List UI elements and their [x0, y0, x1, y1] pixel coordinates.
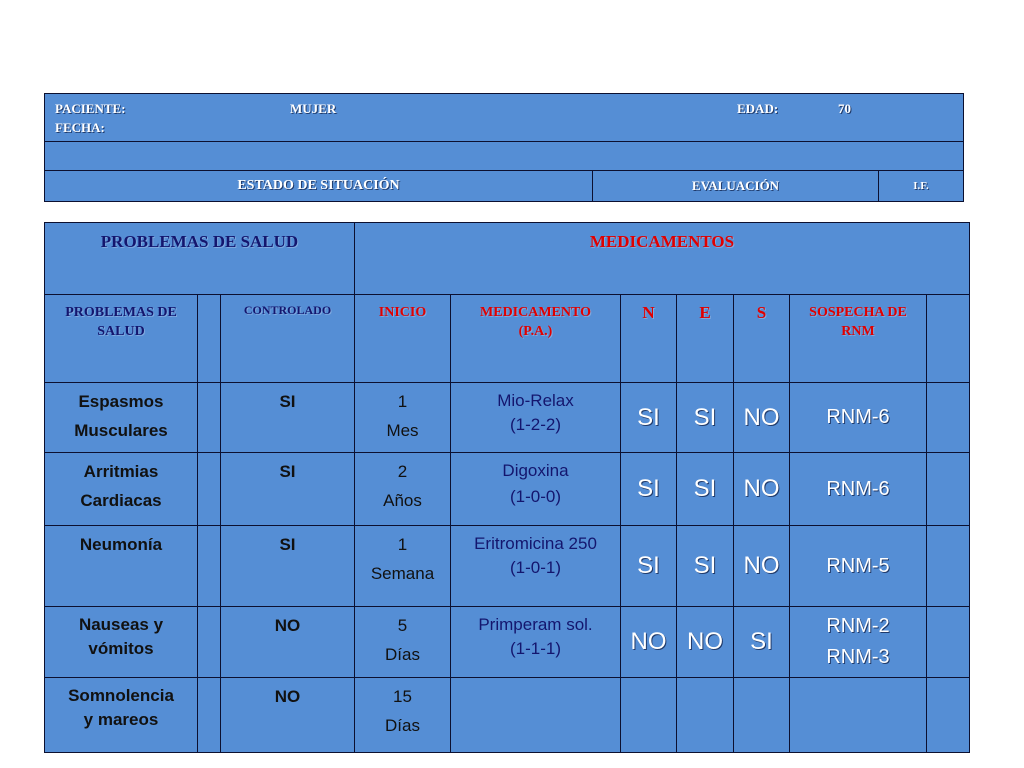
rnm-cell: RNM-6 — [790, 453, 927, 526]
health-problems-table — [44, 222, 970, 753]
blank-cell — [927, 526, 970, 607]
rnm-cell: RNM-2 RNM-3 — [790, 607, 927, 678]
if-label: I.F. — [913, 180, 929, 192]
problema-cell: Neumonía — [45, 526, 198, 607]
s-cell: NO — [734, 383, 790, 453]
inicio-cell: 1 Mes — [355, 383, 451, 453]
medicamento-cell: Primperam sol. (1-1-1) — [451, 607, 621, 678]
patient-info-row — [45, 94, 964, 142]
problema-cell: Espasmos Musculares — [45, 383, 198, 453]
inicio-cell: 2 Años — [355, 453, 451, 526]
problema-cell: Arritmias Cardiacas — [45, 453, 198, 526]
estado-situacion-label: ESTADO DE SITUACIÓN — [237, 178, 400, 193]
inicio-cell: 1 Semana — [355, 526, 451, 607]
e-cell — [677, 678, 734, 753]
group-header-problemas: PROBLEMAS DE SALUD — [45, 223, 355, 295]
estado-situacion-cell — [45, 171, 593, 202]
blank-cell — [927, 383, 970, 453]
medicamento-cell: Mio-Relax (1-2-2) — [451, 383, 621, 453]
col-header-sospecha: SOSPECHA DE RNM — [790, 295, 927, 383]
if-cell — [879, 171, 964, 202]
blank-row — [45, 142, 964, 171]
e-cell: SI — [677, 526, 734, 607]
controlado-cell: SI — [221, 383, 355, 453]
evaluacion-label: EVALUACIÓN — [691, 178, 780, 193]
table-row — [45, 383, 970, 453]
table-row — [45, 678, 970, 753]
controlado-cell: SI — [221, 526, 355, 607]
blank-cell — [198, 383, 221, 453]
problema-cell: Nauseas y vómitos — [45, 607, 198, 678]
blank-cell — [198, 678, 221, 753]
table-row — [45, 607, 970, 678]
patient-header-table — [44, 93, 964, 202]
edad-label: EDAD: — [737, 101, 779, 116]
controlado-cell: NO — [221, 607, 355, 678]
n-cell: SI — [621, 526, 677, 607]
blank-cell — [927, 678, 970, 753]
evaluacion-cell — [593, 171, 879, 202]
s-cell: SI — [734, 607, 790, 678]
controlado-cell: SI — [221, 453, 355, 526]
col-header-inicio: INICIO — [355, 295, 451, 383]
blank-cell — [198, 526, 221, 607]
sexo-value: MUJER — [290, 101, 337, 116]
col-header-n: N — [621, 295, 677, 383]
e-cell: SI — [677, 453, 734, 526]
n-cell — [621, 678, 677, 753]
col-header-problemas: PROBLEMAS DE SALUD — [45, 295, 198, 383]
col-header-blank — [198, 295, 221, 383]
rnm-cell: RNM-6 — [790, 383, 927, 453]
fecha-label: FECHA: — [55, 120, 105, 135]
blank-cell — [198, 607, 221, 678]
e-cell: NO — [677, 607, 734, 678]
inicio-cell: 5 Días — [355, 607, 451, 678]
s-cell: NO — [734, 453, 790, 526]
col-header-medicamento: MEDICAMENTO (P.A.) — [451, 295, 621, 383]
s-cell: NO — [734, 526, 790, 607]
blank-cell — [927, 453, 970, 526]
paciente-label: PACIENTE: — [55, 101, 126, 116]
e-cell: SI — [677, 383, 734, 453]
table-row — [45, 526, 970, 607]
table-row — [45, 453, 970, 526]
medicamento-cell — [451, 678, 621, 753]
problema-cell: Somnolencia y mareos — [45, 678, 198, 753]
rnm-cell — [790, 678, 927, 753]
n-cell: SI — [621, 383, 677, 453]
s-cell — [734, 678, 790, 753]
blank-cell — [198, 453, 221, 526]
col-header-s: S — [734, 295, 790, 383]
edad-value: 70 — [838, 101, 851, 116]
blank-cell — [927, 607, 970, 678]
group-header-medicamentos: MEDICAMENTOS — [355, 223, 970, 295]
n-cell: SI — [621, 453, 677, 526]
inicio-cell: 15 Días — [355, 678, 451, 753]
medicamento-cell: Eritromicina 250 (1-0-1) — [451, 526, 621, 607]
col-header-e: E — [677, 295, 734, 383]
controlado-cell: NO — [221, 678, 355, 753]
n-cell: NO — [621, 607, 677, 678]
col-header-controlado: CONTROLADO — [221, 295, 355, 383]
medicamento-cell: Digoxina (1-0-0) — [451, 453, 621, 526]
col-header-blank-end — [927, 295, 970, 383]
rnm-cell: RNM-5 — [790, 526, 927, 607]
